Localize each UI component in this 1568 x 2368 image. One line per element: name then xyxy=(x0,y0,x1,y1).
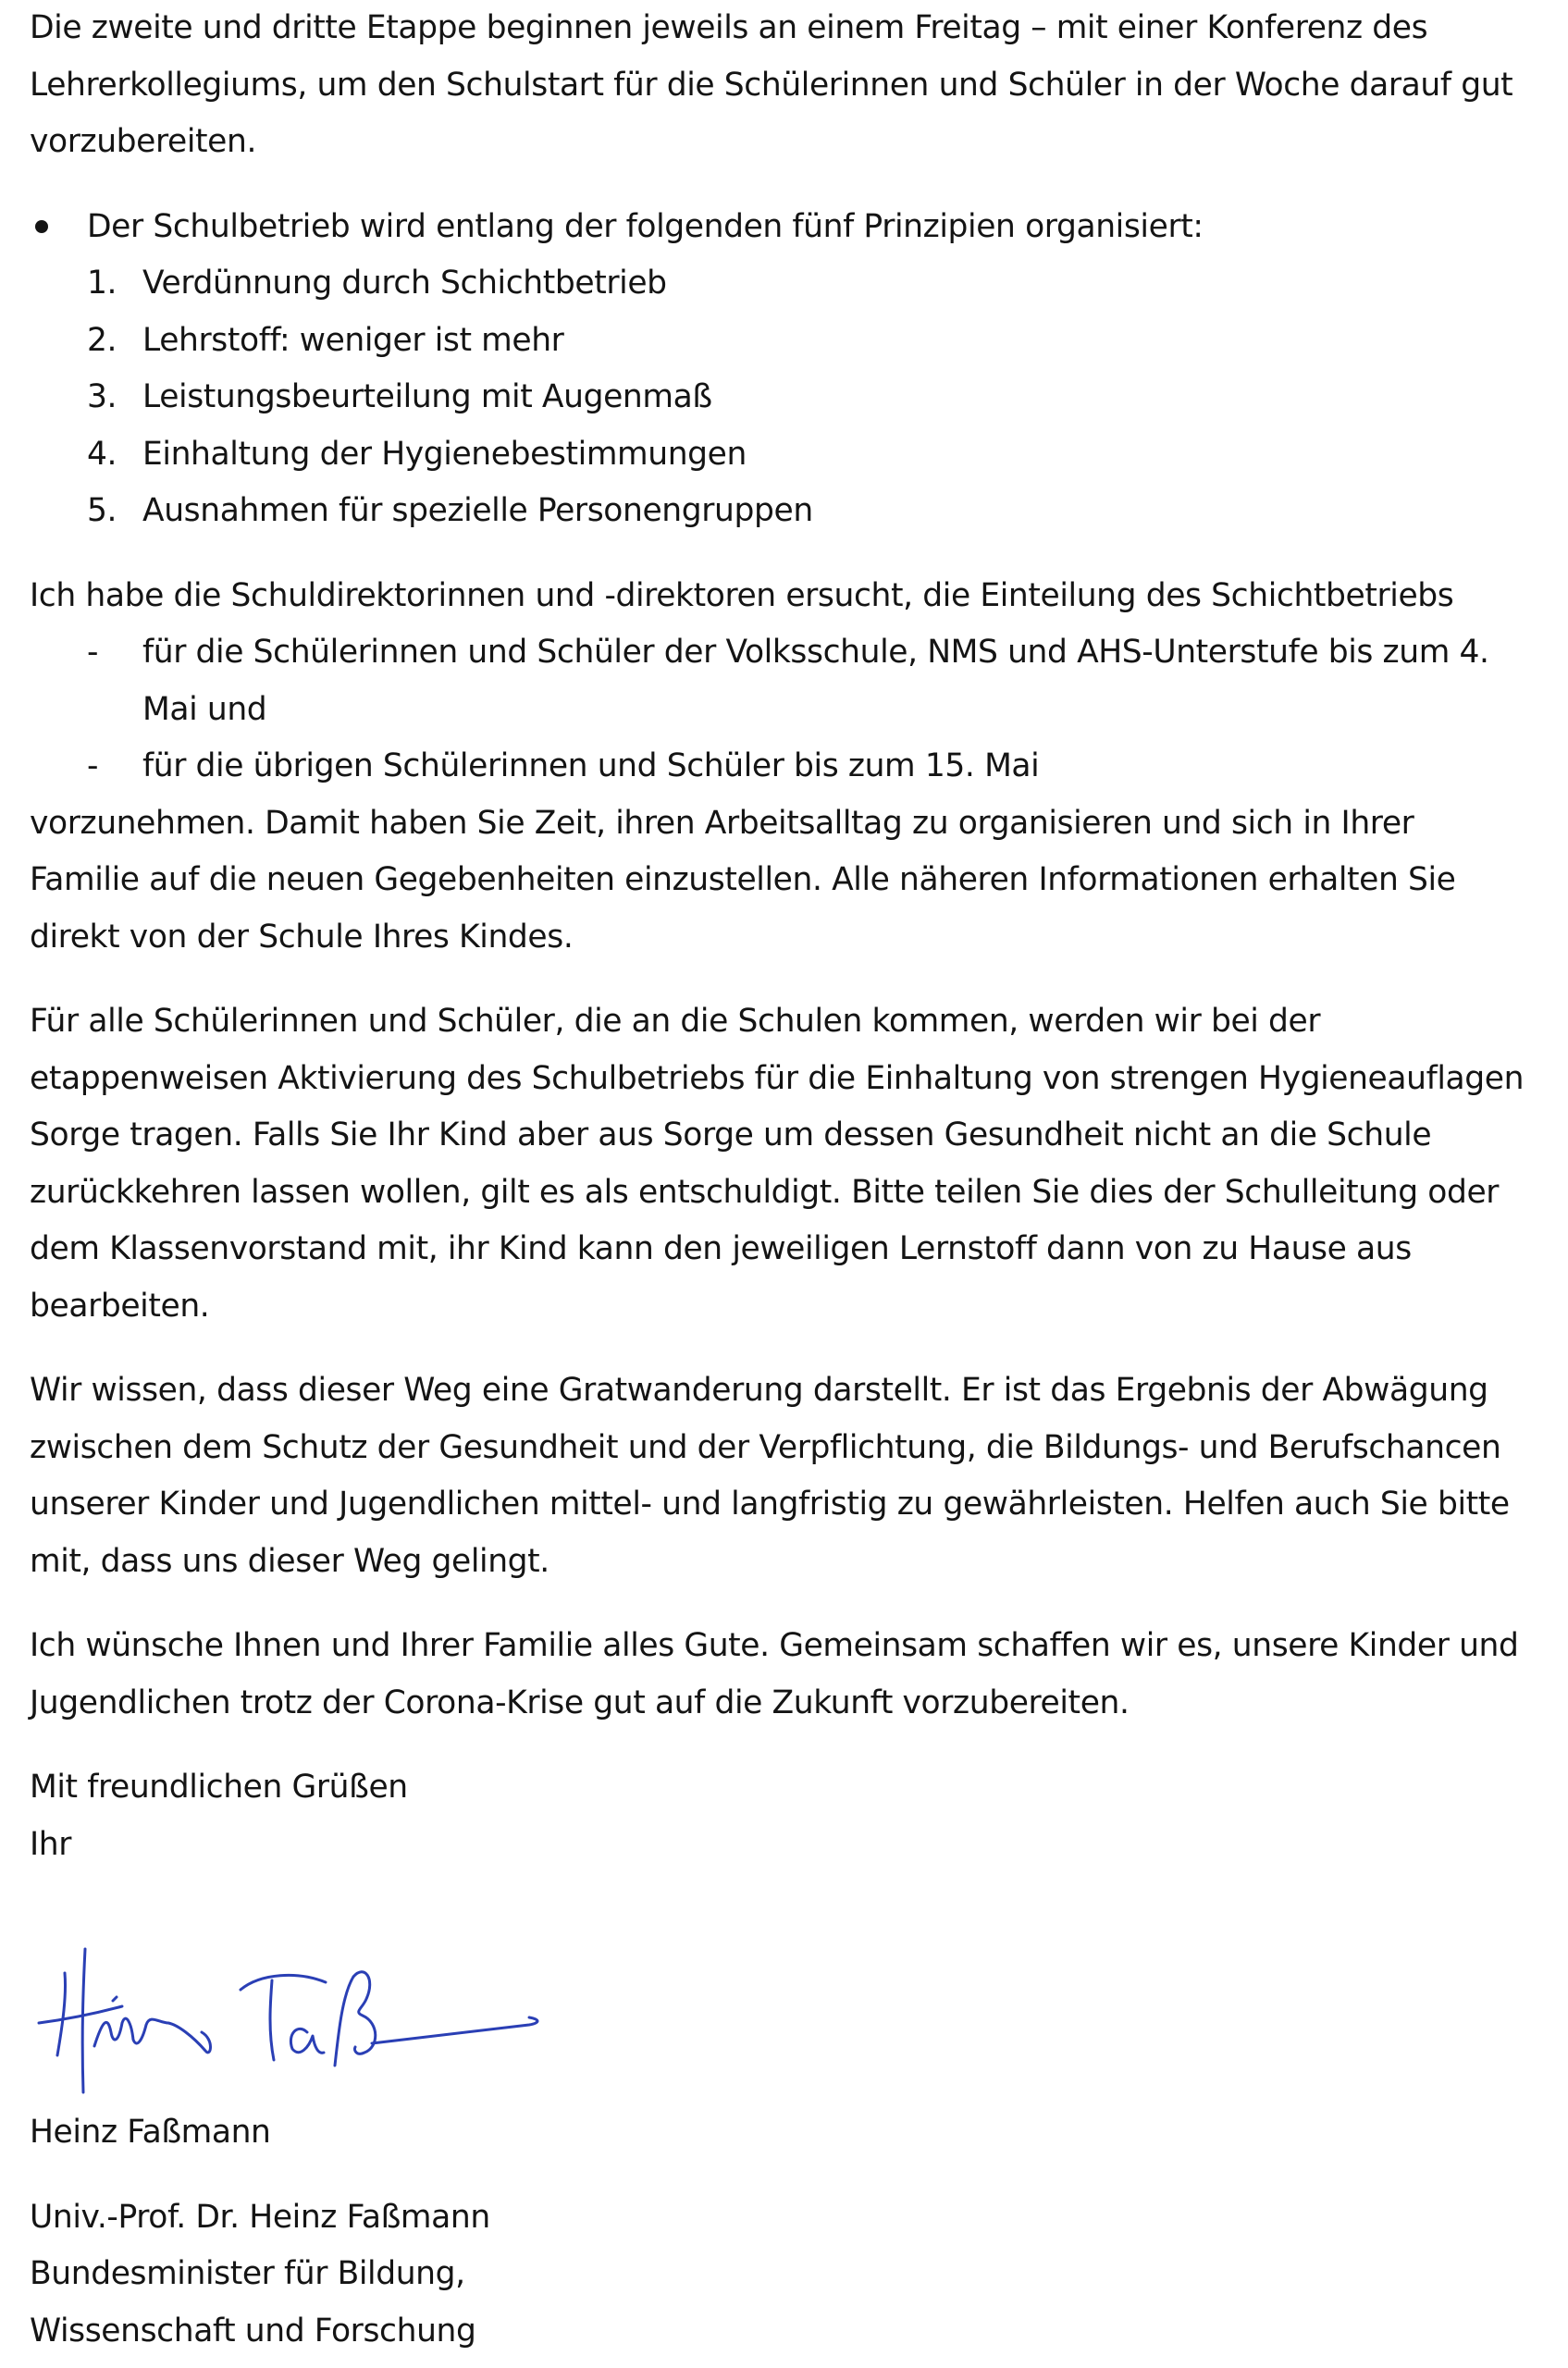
list-item xyxy=(30,624,1528,738)
spacer xyxy=(30,2162,1528,2189)
signatory-role-2: Wissenschaft und Forschung xyxy=(30,2312,476,2350)
sig-stroke-h-left xyxy=(57,1973,66,2055)
list-item xyxy=(30,313,1528,370)
list-number: 2. xyxy=(87,321,117,359)
shift-tail: vorzunehmen. Damit haben Sie Zeit, ihren Arbeitsalltag zu organisieren und sich in Ihrer Familie auf die neuen Gegebenheiten einzustellen. Alle näheren Informationen erhalten Sie direkt von der Schule Ihres Kindes. xyxy=(30,804,1456,956)
list-item-text: Einhaltung der Hygienebestimmungen xyxy=(142,435,747,473)
list-item xyxy=(30,738,1528,796)
list-number: 3. xyxy=(87,378,117,415)
list-dash: - xyxy=(87,747,99,784)
balance-paragraph: Wir wissen, dass dieser Weg eine Gratwanderung darstellt. Er ist das Ergebnis der Abwägung zwischen dem Schutz der Gesundheit und der Verpflichtung, die Bildungs- und Berufschancen unserer Kinder und Jugendlichen mittel- und langfristig zu gewährleisten. Helfen auch Sie bitte mit, dass uns dieser Weg gelingt. xyxy=(30,1372,1510,1580)
list-number: 5. xyxy=(87,492,117,529)
bullet-icon xyxy=(35,220,48,233)
spacer xyxy=(30,171,1528,199)
principles-list xyxy=(30,255,1528,540)
list-item-text: für die übrigen Schülerinnen und Schüler bis zum 15. Mai xyxy=(142,747,1040,784)
spacer xyxy=(30,966,1528,993)
principles-bullet xyxy=(30,199,1528,256)
closing-greeting: Mit freundlichen Grüßen xyxy=(30,1769,408,1806)
signatory-block xyxy=(30,2189,1528,2361)
list-item xyxy=(30,255,1528,313)
letter-page xyxy=(30,0,1528,2360)
spacer xyxy=(30,540,1528,568)
list-item-text: Lehrstoff: weniger ist mehr xyxy=(142,321,564,359)
signature-strokes xyxy=(39,1949,537,2092)
sig-stroke-tail xyxy=(372,2017,537,2043)
sig-stroke-sz xyxy=(335,1972,376,2066)
list-item xyxy=(30,369,1528,426)
signatory-title-name: Univ.-Prof. Dr. Heinz Faßmann xyxy=(30,2198,490,2236)
list-item xyxy=(30,426,1528,484)
signature xyxy=(30,1884,1528,2104)
sig-stroke-h-bar xyxy=(39,2006,122,2023)
wishes-paragraph: Ich wünsche Ihnen und Ihrer Familie alles Gute. Gemeinsam schaffen wir es, unsere Kinder und Jugendlichen trotz der Corona-Krise gut auf die Zukunft vorzubereiten. xyxy=(30,1627,1519,1721)
signatory-role-1: Bundesminister für Bildung, xyxy=(30,2255,465,2292)
spacer xyxy=(30,1732,1528,1759)
shift-list xyxy=(30,624,1528,796)
signature-name: Heinz Faßmann xyxy=(30,2114,271,2151)
signature-icon xyxy=(30,1884,548,2104)
spacer xyxy=(30,1335,1528,1363)
sig-stroke-a xyxy=(290,2029,324,2053)
list-item-text: für die Schülerinnen und Schüler der Volksschule, NMS und AHS-Unterstufe bis zum 4. Mai und xyxy=(142,634,1489,728)
closing xyxy=(30,1759,1528,1873)
list-dash: - xyxy=(87,634,99,671)
sig-stroke-dot xyxy=(113,1997,117,2001)
closing-yours: Ihr xyxy=(30,1825,72,1863)
list-number: 4. xyxy=(87,435,117,473)
sig-stroke-h-right xyxy=(82,1949,85,2092)
intro-paragraph: Die zweite und dritte Etappe beginnen jeweils an einem Freitag – mit einer Konferenz des Lehrerkollegiums, um den Schulstart für die Schülerinnen und Schüler in der Woche darauf gut vorzubereiten. xyxy=(30,9,1513,160)
sig-stroke-einz xyxy=(94,2018,211,2053)
principles-lead: Der Schulbetrieb wird entlang der folgenden fünf Prinzipien organisiert: xyxy=(87,207,1204,245)
list-item-text: Verdünnung durch Schichtbetrieb xyxy=(142,265,667,302)
shift-lead: Ich habe die Schuldirektorinnen und -direktoren ersucht, die Einteilung des Schichtbetriebs xyxy=(30,576,1454,614)
list-item-text: Ausnahmen für spezielle Personengruppen xyxy=(142,492,813,529)
list-number: 1. xyxy=(87,265,117,302)
spacer xyxy=(30,1590,1528,1618)
sig-stroke-f-stem xyxy=(270,1980,274,2060)
hygiene-paragraph: Für alle Schülerinnen und Schüler, die an die Schulen kommen, werden wir bei der etappenweisen Aktivierung des Schulbetriebs für die Einhaltung von strengen Hygieneauflagen Sorge tragen. Falls Sie Ihr Kind aber aus Sorge um dessen Gesundheit nicht an die Schule zurückkehren lassen wollen, gilt es als entschuldigt. Bitte teilen Sie dies der Schulleitung oder dem Klassenvorstand mit, ihr Kind kann den jeweiligen Lernstoff dann von zu Hause aus bearbeiten. xyxy=(30,1003,1525,1325)
list-item xyxy=(30,483,1528,540)
sig-stroke-f-top xyxy=(241,1975,326,1990)
list-item-text: Leistungsbeurteilung mit Augenmaß xyxy=(142,378,712,415)
